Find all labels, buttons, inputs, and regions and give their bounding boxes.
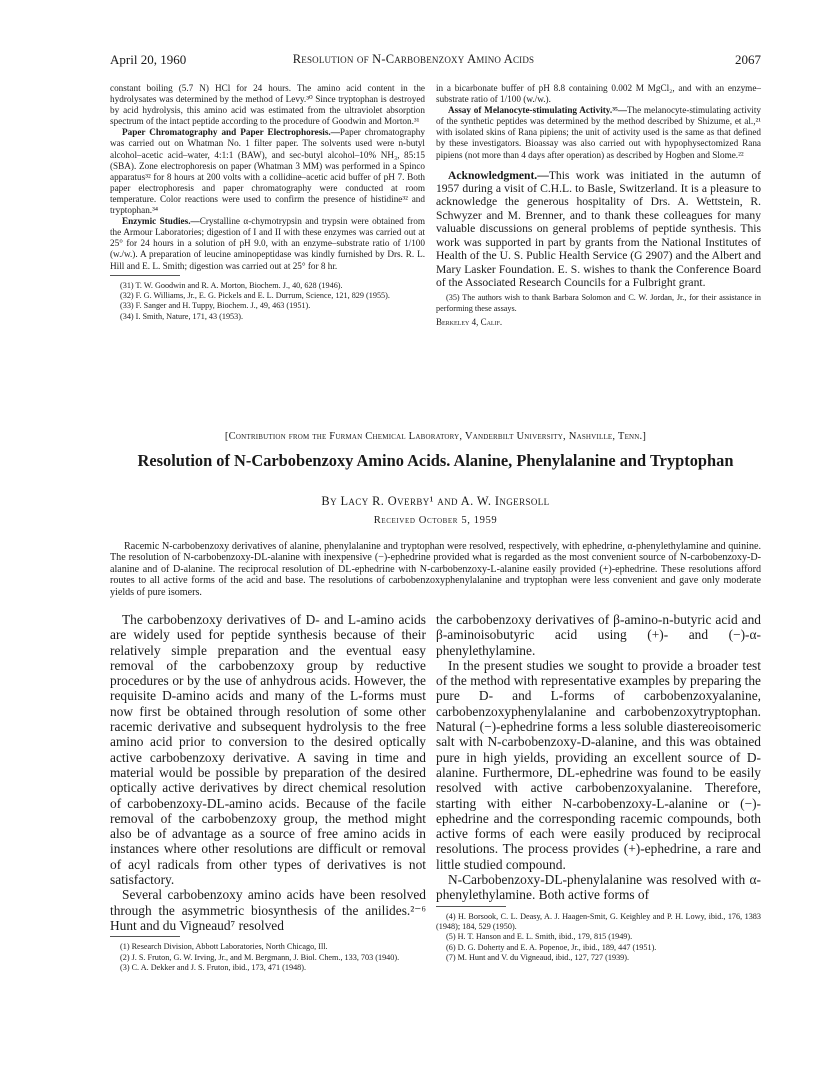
paragraph: constant boiling (5.7 N) HCl for 24 hours. The amino acid content in the hydrolysates was determined by the method of Levy.³⁰ Since tryptophan is destroyed by acid hydrolysis, this amino acid was estimated from the ultraviolet absorption spectrum of the intact peptide according to the procedure of Goodwin and Morton.³¹	[110, 83, 425, 127]
article-authors: By Lacy R. Overby¹ and A. W. Ingersoll	[321, 494, 550, 508]
paragraph	[110, 127, 425, 216]
paragraph: the carbobenzoxy derivatives of β-amino-n-butyric acid and β-aminoisobutyric acid using (+)- and (−)-α-phenylethylamine.	[436, 612, 761, 658]
footnote: (2) J. S. Fruton, G. W. Irving, Jr., and M. Bergmann, J. Biol. Chem., 133, 703 (1940).	[120, 952, 400, 962]
section-heading: Enzymic Studies.—	[122, 216, 200, 227]
footnote: (32) F. G. Williams, Jr., E. G. Pickels and E. L. Durrum, Science, 121, 829 (1955).	[120, 291, 390, 300]
footnote: (1) Research Division, Abbott Laboratories, North Chicago, Ill.	[120, 942, 328, 952]
acknowledgment	[436, 169, 761, 290]
location: Berkeley 4, Calif.	[436, 317, 503, 328]
footnote: (7) M. Hunt and V. du Vigneaud, ibid., 127, 727 (1939).	[446, 953, 630, 963]
paragraph	[110, 216, 425, 271]
contribution-line: [Contribution from the Furman Chemical Laboratory, Vanderbilt University, Nashville, Tenn.]	[224, 431, 647, 442]
footnote: (6) D. G. Doherty and E. A. Popenoe, Jr., ibid., 189, 447 (1951).	[446, 942, 657, 952]
paragraph-text: Paper chromatography was carried out on Whatman No. 1 filter paper. The solvents used were n-butyl alcohol–acetic acid–water, 4:1:1 (BAW), and sec-butyl alcohol–10% NH₃, 85:15 (SBA). Zone electrophoresis on paper (Whatman 3 MM) was performed in a Spinco apparatus³² for 8 hours at 200 volts with a collidine–acetic acid buffer of pH 7. Both paper electrophoresis and paper chromatography were conducted at room temperature. Color reactions were used to confirm the presence of histidine³² and tryptophan.³⁴	[110, 127, 425, 216]
paragraph: In the present studies we sought to provide a broader test of the method with representative examples by preparing the pure D- and L-forms of carbobenzoxyalanine, carbobenzoxyphenylalanine and carbobenzoxytryptophan. Natural (−)-ephedrine forms a less soluble diastereoisomeric salt with N-carbobenzoxy-D-alanine, and this was obtained pure in high yields, providing an excellent source of D-alanine. Furthermore, DL-ephedrine was found to be easily resolved with active carbobenzoxyalanine. Therefore, starting with either N-carbobenzoxy-L-alanine or (−)-ephedrine and the corresponding racemic compounds, both active forms of each were easily produced by reciprocal resolutions. The process provides (+)-ephedrine, a rare and little studied compound.	[436, 657, 761, 872]
article-title: Resolution of N-Carbobenzoxy Amino Acids. Alanine, Phenylalanine and Tryptophan	[137, 451, 734, 470]
footnote: (4) H. Borsook, C. L. Deasy, A. J. Haagen-Smit, G. Keighley and P. H. Lowy, ibid., 176, 1383 (1948); 184, 529 (1950).	[436, 911, 761, 932]
header-page-number: 2067	[735, 52, 761, 67]
footnote: (35) The authors wish to thank Barbara Solomon and C. W. Jordan, Jr., for their assistance in performing these assays.	[436, 293, 761, 313]
header-date: April 20, 1960	[110, 52, 187, 67]
footnote-rule	[110, 275, 180, 276]
footnote-rule	[110, 936, 180, 937]
top-right-column	[436, 83, 761, 328]
footnote: (34) I. Smith, Nature, 171, 43 (1953).	[120, 311, 244, 321]
paragraph: in a bicarbonate buffer of pH 8.8 containing 0.002 M MgCl₂, and with an enzyme–substrate ratio of 1/100 (w./w.).	[436, 83, 761, 105]
abstract	[110, 541, 761, 598]
footnote: (5) H. T. Hanson and E. L. Smith, ibid., 179, 815 (1949).	[446, 932, 633, 942]
paragraph: Several carbobenzoxy amino acids have been resolved through the asymmetric biosynthesis of the anilides.²⁻⁶ Hunt and du Vigneaud⁷ resolved	[110, 887, 426, 933]
top-left-column	[110, 83, 425, 322]
paragraph: N-Carbobenzoxy-DL-phenylalanine was resolved with α-phenylethylamine. Both active forms of	[436, 872, 761, 903]
received-date: Received October 5, 1959	[373, 515, 498, 526]
abstract-text: Racemic N-carbobenzoxy derivatives of alanine, phenylalanine and tryptophan were resolved, respectively, with ephedrine, α-phenylethylamine and quinine. The resolution of N-carbobenzoxy-DL-alanine with inexpensive (−)-ephedrine provided what is regarded as the most convenient source of N-carbobenzoxy-D-alanine and of D-alanine. The reciprocal resolution of DL-ephedrine with N-carbobenzoxy-L-alanine easily provided (+)-ephedrine. These resolutions afford routes to all active forms of the acid and base. The resolutions of carbobenzoxyphenylalanine and tryptophan were less convenient and gave only moderate yields of pure isomers.	[110, 541, 761, 598]
section-heading: Assay of Melanocyte-stimulating Activity.³⁵—	[448, 105, 627, 116]
body-right-column	[436, 612, 761, 964]
footnote-rule	[436, 906, 506, 907]
section-heading: Acknowledgment.—	[448, 168, 549, 182]
paragraph-text: The melanocyte-stimulating activity of the synthetic peptides was determined by the method described by Shizume, et al.,²¹ with isolated skins of Rana pipiens; the unit of activity used is the same as that defined by these investigators. Bioassay was also carried out with hypophysectomized Rana pipiens (not more than 4 days after operation) as described by Hogben and Slome.²²	[436, 105, 761, 160]
footnote: (33) F. Sanger and H. Tuppy, Biochem. J., 49, 463 (1951).	[120, 301, 311, 311]
section-heading: Paper Chromatography and Paper Electrophoresis.—	[122, 127, 340, 138]
header-running-title: Resolution of N-Carbobenzoxy Amino Acids	[292, 52, 535, 66]
paragraph	[436, 105, 761, 160]
body-left-column	[110, 612, 426, 973]
paragraph: The carbobenzoxy derivatives of D- and L-amino acids are widely used for peptide synthesis because of their relatively simple preparation and the eventual easy removal of the carbobenzoxy group by reductive procedures or by the use of anhydrous acids. However, the requisite D-amino acids and many of the L-forms must now first be obtained through resolution of some other racemic derivative and subsequent hydrolysis to the free amino acid prior to conversion to the desired optically active carbobenzoxy derivative. A saving in time and material would be possible by preparation of the desired optically active derivatives by direct chemical resolution of carbobenzoxy-DL-amino acids. Because of the facile removal of the carbobenzoxy group, the method might also be of advantage as a source of free amino acids in instances where other resolutions are difficult or removal of acyl radicals from other types of derivatives is not satisfactory.	[110, 612, 426, 888]
footnote: (3) C. A. Dekker and J. S. Fruton, ibid., 173, 471 (1948).	[120, 963, 307, 973]
footnote: (31) T. W. Goodwin and R. A. Morton, Biochem. J., 40, 628 (1946).	[120, 280, 343, 290]
paragraph-text: Crystalline α-chymotrypsin and trypsin were obtained from the Armour Laboratories; digestion of I and II with these enzymes was carried out at 25° for 24 hours in a solution of pH 9.0, with an enzyme–substrate ratio of 1/100 (w./w.). A preparation of leucine aminopeptidase was kindly furnished by Drs. R. L. Hill and E. L. Smith; digestion was carried out at 25° for 8 hr.	[110, 216, 425, 271]
paragraph-text: This work was initiated in the autumn of 1957 during a visit of C.H.L. to Basle, Switzerland. It is a pleasure to acknowledge the generous hospitality of Drs. A. Wettstein, R. Schwyzer and M. Brenner, and to thank these colleagues for many valuable discussions on general problems of peptide synthesis. This work was supported in part by grants from the National Institutes of Health of the U. S. Public Health Service (G 2907) and the Albert and Mary Lasker Foundation. E. S. wishes to thank the Conference Board of the Associated Research Councils for a Fulbright grant.	[436, 168, 761, 289]
